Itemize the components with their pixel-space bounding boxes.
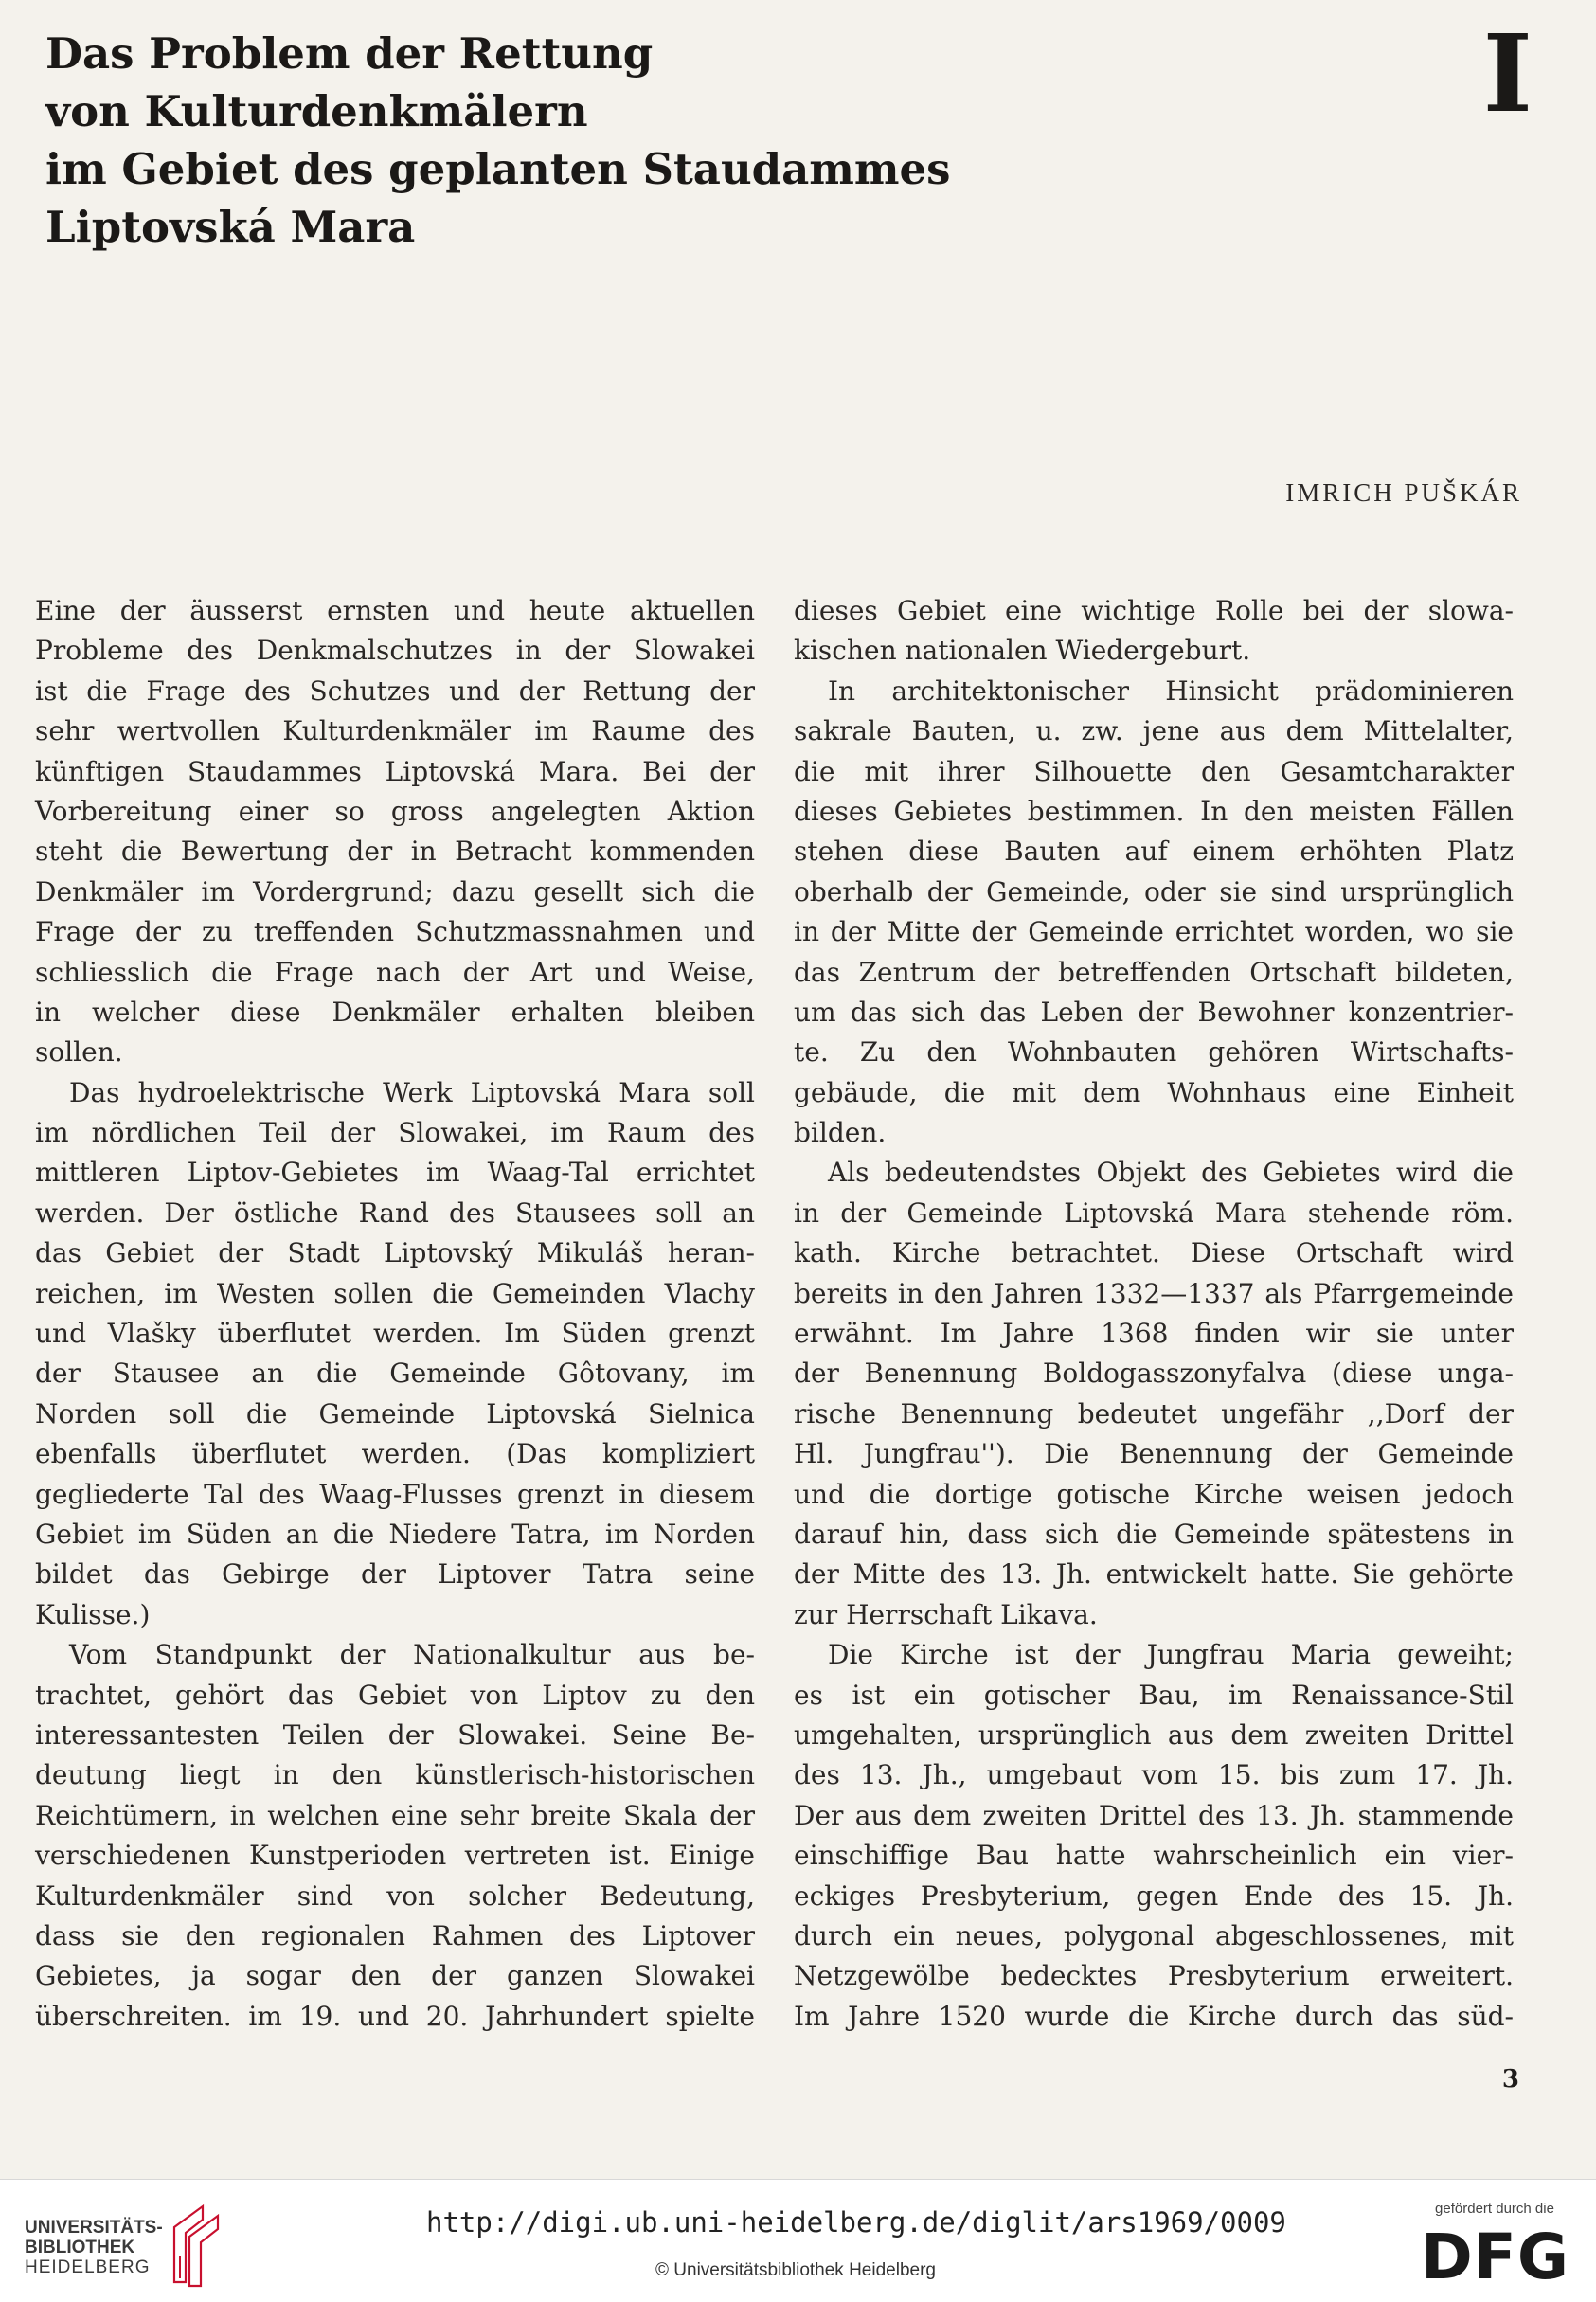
text-line: interessantesten Teilen der Slowakei. Seine Be- xyxy=(35,1718,755,1751)
viewer-footer xyxy=(0,2179,1596,2302)
text-line: Im Jahre 1520 wurde die Kirche durch das süd- xyxy=(794,2000,1514,2032)
text-line: in der Gemeinde Liptovská Mara stehende röm. xyxy=(794,1196,1514,1229)
text-line: werden. Der östliche Rand des Stausees soll an xyxy=(35,1196,755,1229)
text-line: gebäude, die mit dem Wohnhaus eine Einheit xyxy=(794,1076,1514,1108)
funding-label: gefördert durch die xyxy=(1435,2201,1554,2217)
library-name-line: HEIDELBERG xyxy=(25,2257,151,2277)
text-line: Als bedeutendstes Objekt des Gebietes wird die xyxy=(828,1157,1514,1189)
text-line: durch ein neues, polygonal abgeschlossenes, mit xyxy=(794,1919,1514,1951)
copyright-notice: © Universitätsbibliothek Heidelberg xyxy=(655,2260,936,2280)
text-line: Reichtümern, in welchen eine sehr breite Skala der xyxy=(35,1799,755,1831)
text-line: der Benennung Boldogasszonyfalva (diese unga- xyxy=(794,1358,1514,1390)
text-line: es ist ein gotischer Bau, im Renaissance-Stil xyxy=(794,1679,1514,1711)
library-name-line: UNIVERSITÄTS- xyxy=(25,2218,163,2238)
author-name: IMRICH PUŠKÁR xyxy=(1285,478,1522,507)
text-line: stehen diese Bauten auf einem erhöhten Platz xyxy=(794,836,1514,868)
text-line: einschiffige Bau hatte wahrscheinlich ein vier- xyxy=(794,1840,1514,1872)
text-line: bilden. xyxy=(794,1117,887,1149)
text-line: in welcher diese Denkmäler erhalten bleiben xyxy=(35,996,755,1028)
text-line: Kulturdenkmäler sind von solcher Bedeutung, xyxy=(35,1879,755,1912)
title-line: im Gebiet des geplanten Staudammes xyxy=(45,144,951,194)
text-line: sollen. xyxy=(35,1036,123,1069)
text-line: deutung liegt in den künstlerisch-historischen xyxy=(35,1759,755,1791)
text-line: gegliederte Tal des Waag-Flusses grenzt in diesem xyxy=(35,1478,755,1510)
text-line: erwähnt. Im Jahre 1368 finden wir sie unter xyxy=(794,1318,1514,1350)
title-line: von Kulturdenkmälern xyxy=(45,86,588,136)
text-line: Eine der äusserst ernsten und heute aktuellen xyxy=(35,595,755,626)
text-line: dieses Gebietes bestimmen. In den meisten Fällen xyxy=(794,795,1514,827)
text-line: darauf hin, dass sich die Gemeinde spätestens in xyxy=(794,1518,1514,1550)
text-line: zur Herrschaft Likava. xyxy=(794,1598,1098,1630)
text-line: ebenfalls überflutet werden. (Das kompliziert xyxy=(35,1438,755,1470)
text-line: das Zentrum der betreffenden Ortschaft bildeten, xyxy=(794,956,1514,988)
text-line: mittleren Liptov-Gebietes im Waag-Tal errichtet xyxy=(35,1157,755,1189)
text-line: Probleme des Denkmalschutzes in der Slowakei xyxy=(35,635,755,667)
text-line: Netzgewölbe bedecktes Presbyterium erweitert. xyxy=(794,1960,1514,1992)
text-line: sakrale Bauten, u. zw. jene aus dem Mittelalter, xyxy=(794,715,1514,747)
text-line: Die Kirche ist der Jungfrau Maria geweiht; xyxy=(828,1639,1514,1671)
text-line: und Vlašky überflutet werden. Im Süden grenzt xyxy=(35,1318,755,1350)
text-line: In architektonischer Hinsicht prädominieren xyxy=(828,674,1514,707)
text-line: Gebiet im Süden an die Niedere Tatra, im Norden xyxy=(35,1518,755,1550)
library-name xyxy=(25,2218,163,2277)
text-line: Kulisse.) xyxy=(35,1598,151,1630)
text-line: kischen nationalen Wiedergeburt. xyxy=(794,635,1251,667)
text-line: verschiedenen Kunstperioden vertreten ist. Einige xyxy=(35,1840,755,1872)
library-logo-icon xyxy=(161,2199,227,2290)
title-line: Das Problem der Rettung xyxy=(45,28,654,79)
text-line: reichen, im Westen sollen die Gemeinden Vlachy xyxy=(35,1277,755,1309)
text-line: sehr wertvollen Kulturdenkmäler im Raume des xyxy=(35,715,755,747)
text-line: Vom Standpunkt der Nationalkultur aus be- xyxy=(69,1639,755,1671)
text-line: im nördlichen Teil der Slowakei, im Raum des xyxy=(35,1117,755,1149)
text-line: bereits in den Jahren 1332—1337 als Pfarrgemeinde xyxy=(794,1277,1514,1309)
text-line: um das sich das Leben der Bewohner konzentrier- xyxy=(794,996,1514,1028)
text-line: dieses Gebiet eine wichtige Rolle bei der slowa- xyxy=(794,595,1514,626)
text-line: Das hydroelektrische Werk Liptovská Mara soll xyxy=(69,1076,755,1108)
chapter-numeral: I xyxy=(1482,12,1533,136)
text-line: des 13. Jh., umgebaut vom 15. bis zum 17. Jh. xyxy=(794,1759,1514,1791)
right-text-column xyxy=(794,591,1514,2037)
title-line: Liptovská Mara xyxy=(45,202,416,252)
article-title xyxy=(45,25,1258,256)
left-text-column xyxy=(35,591,755,2037)
text-line: steht die Bewertung der in Betracht kommenden xyxy=(35,836,755,868)
text-line: schliesslich die Frage nach der Art und Weise, xyxy=(35,956,755,988)
text-line: dass sie den regionalen Rahmen des Liptover xyxy=(35,1919,755,1951)
text-line: oberhalb der Gemeinde, oder sie sind ursprünglich xyxy=(794,875,1514,908)
page-number: 3 xyxy=(1501,2065,1519,2094)
text-line: Der aus dem zweiten Drittel des 13. Jh. stammende xyxy=(794,1799,1514,1831)
text-line: Vorbereitung einer so gross angelegten Aktion xyxy=(35,795,755,827)
text-line: das Gebiet der Stadt Liptovský Mikuláš heran- xyxy=(35,1237,755,1269)
permalink-url[interactable]: http://digi.ub.uni-heidelberg.de/diglit/ars1969/0009 xyxy=(426,2206,1286,2239)
text-line: te. Zu den Wohnbauten gehören Wirtschafts- xyxy=(794,1036,1514,1069)
text-line: rische Benennung bedeutet ungefähr ,,Dorf der xyxy=(794,1397,1514,1430)
text-line: kath. Kirche betrachtet. Diese Ortschaft wird xyxy=(794,1237,1514,1269)
text-line: der Stausee an die Gemeinde Gôtovany, im xyxy=(35,1358,755,1390)
text-line: und die dortige gotische Kirche weisen jedoch xyxy=(794,1478,1514,1510)
text-line: Hl. Jungfrau''). Die Benennung der Gemeinde xyxy=(794,1438,1514,1470)
text-line: künftigen Staudammes Liptovská Mara. Bei der xyxy=(35,755,755,787)
text-line: umgehalten, ursprünglich aus dem zweiten Drittel xyxy=(794,1718,1514,1751)
text-line: überschreiten. im 19. und 20. Jahrhundert spielte xyxy=(35,2000,755,2032)
text-line: Gebietes, ja sogar den der ganzen Slowakei xyxy=(35,1960,755,1992)
text-line: Frage der zu treffenden Schutzmassnahmen und xyxy=(35,916,755,948)
text-line: Denkmäler im Vordergrund; dazu gesellt sich die xyxy=(35,875,755,908)
text-line: der Mitte des 13. Jh. entwickelt hatte. Sie gehörte xyxy=(794,1558,1514,1591)
library-name-line: BIBLIOTHEK xyxy=(25,2238,135,2257)
text-line: in der Mitte der Gemeinde errichtet worden, wo sie xyxy=(794,916,1514,948)
dfg-logo-icon xyxy=(1421,2221,1570,2293)
text-line: trachtet, gehört das Gebiet von Liptov zu den xyxy=(35,1679,755,1711)
text-line: Norden soll die Gemeinde Liptovská Sielnica xyxy=(35,1397,755,1430)
text-line: ist die Frage des Schutzes und der Rettung der xyxy=(35,674,755,707)
text-line: die mit ihrer Silhouette den Gesamtcharakter xyxy=(794,755,1514,787)
dfg-logo-text: DFG xyxy=(1421,2221,1570,2293)
text-line: bildet das Gebirge der Liptover Tatra seine xyxy=(35,1558,755,1591)
text-line: eckiges Presbyterium, gegen Ende des 15. Jh. xyxy=(794,1879,1514,1912)
